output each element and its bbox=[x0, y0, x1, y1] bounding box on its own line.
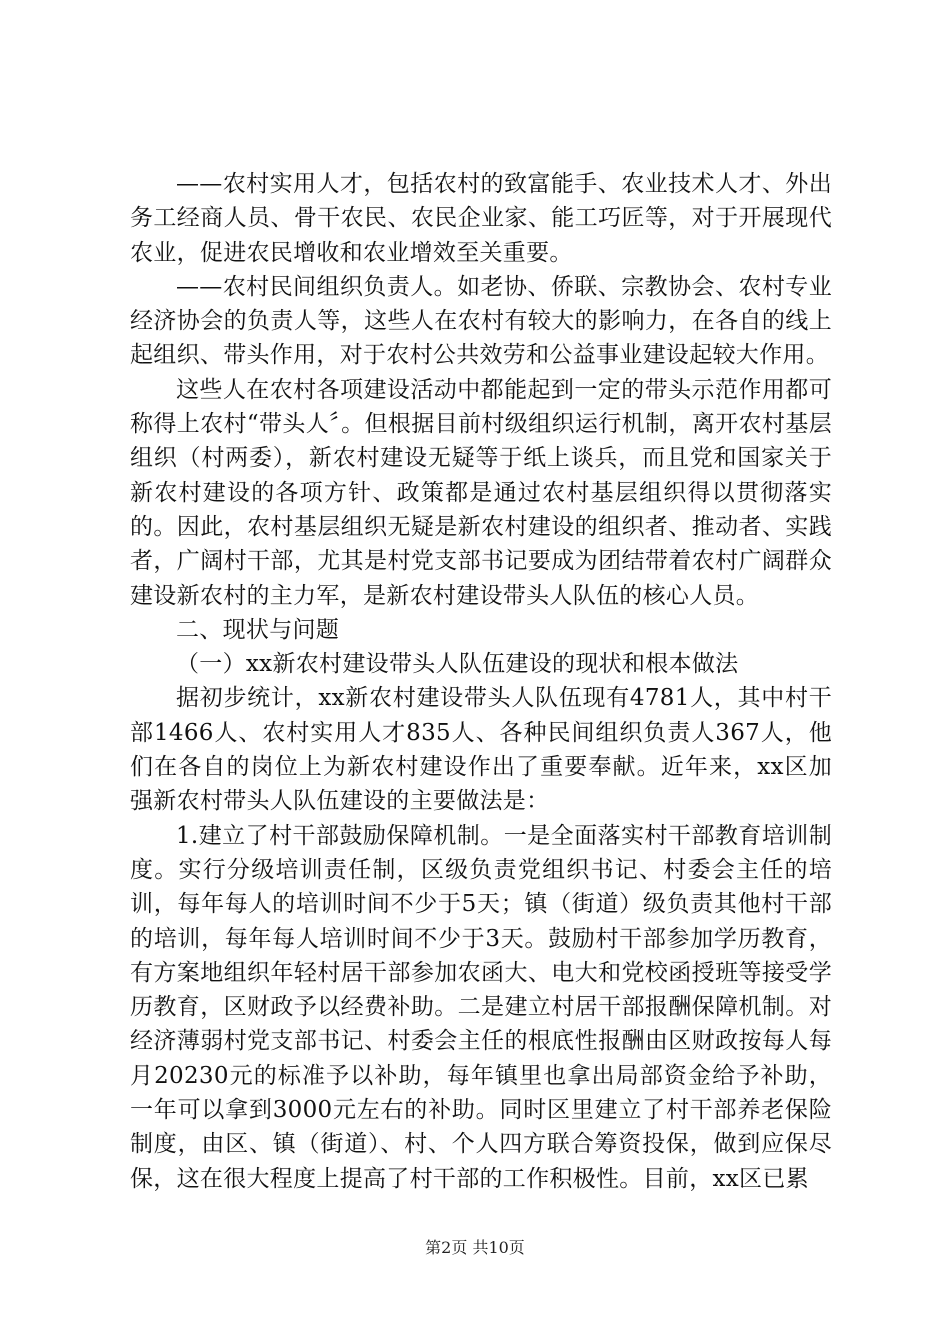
page-footer bbox=[0, 1238, 950, 1258]
section-heading-status-problems: 二、现状与问题 bbox=[176, 616, 340, 643]
paragraph-incentive-mechanism: 1.建立了村干部鼓励保障机制。一是全面落实村干部教育培训制度。实行分级培训责任制，区级负责党组织书记、村委会主任的培训，每年每人的培训时间不少于5天；镇（街道）级负责其他村干部的培训，每年每人培训时间不少于3天。鼓励村干部参加学历教育，有方案地组织年轻村居干部参加农函大、电大和党校函授班等接受学历教育，区财政予以经费补助。二是建立村居干部报酬保障机制。对经济薄弱村党支部书记、村委会主任的根底性报酬由区财政按每人每月20230元的标准予以补助，每年镇里也拿出局部资金给予补助，一年可以拿到3000元左右的补助。同时区里建立了村干部养老保险制度，由区、镇（街道）、村、个人四方联合筹资投保，做到应保尽保，这在很大程度上提高了村干部的工作积极性。目前，xx区已累 bbox=[130, 822, 832, 1192]
paragraph-leaders-role: 这些人在农村各项建设活动中都能起到一定的带头示范作用都可称得上农村“带头人〞。但根据目前村级组织运行机制，离开农村基层组织（村两委），新农村建设无疑等于纸上谈兵，而且党和国家关于新农村建设的各项方针、政策都是通过农村基层组织得以贯彻落实的。因此，农村基层组织无疑是新农村建设的组织者、推动者、实践者，广阔村干部，尤其是村党支部书记要成为团结带着农村广阔群众建设新农村的主力军，是新农村建设带头人队伍的核心人员。 bbox=[130, 376, 832, 609]
subsection-heading-current-status: （一）xx新农村建设带头人队伍建设的现状和根本做法 bbox=[176, 651, 739, 678]
document-body bbox=[130, 167, 832, 1196]
paragraph-statistics: 据初步统计，xx新农村建设带头人队伍现有4781人，其中村干部1466人、农村实用人才835人、各种民间组织负责人367人，他们在各自的岗位上为新农村建设作出了重要奉献。近年来，xx区加强新农村带头人队伍建设的主要做法是： bbox=[130, 685, 832, 815]
paragraph-practical-talent: ——农村实用人才，包括农村的致富能手、农业技术人才、外出务工经商人员、骨干农民、农民企业家、能工巧匠等，对于开展现代农业，促进农民增收和农业增效至关重要。 bbox=[130, 171, 832, 266]
page-number-label: 第2页 共10页 bbox=[425, 1238, 525, 1257]
paragraph-folk-organizations: ——农村民间组织负责人。如老协、侨联、宗教协会、农村专业经济协会的负责人等，这些人在农村有较大的影响力，在各自的线上起组织、带头作用，对于农村公共效劳和公益事业建设起较大作用。 bbox=[130, 273, 832, 369]
